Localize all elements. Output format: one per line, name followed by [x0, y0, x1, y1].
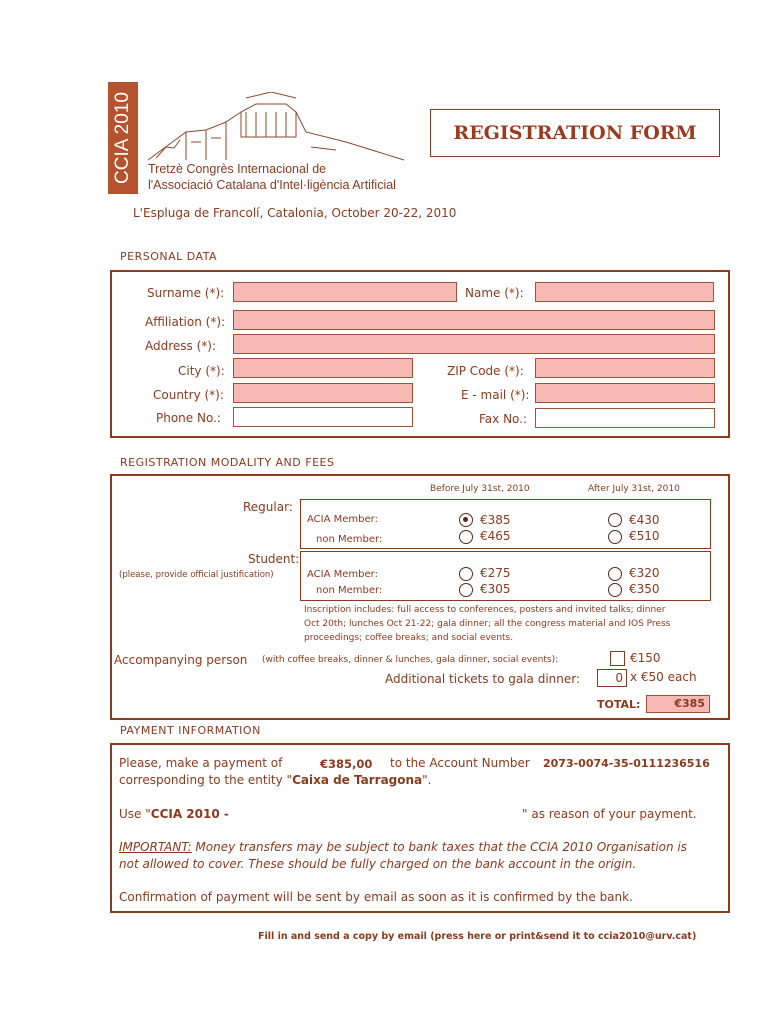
country-field[interactable]	[233, 383, 413, 403]
name-label: Name (*):	[465, 286, 524, 300]
student-acia-after-price: €320	[629, 566, 660, 580]
before-header: Before July 31st, 2010	[430, 484, 530, 494]
after-header: After July 31st, 2010	[588, 484, 680, 494]
address-field[interactable]	[233, 334, 715, 354]
student-non-after-radio[interactable]	[608, 583, 622, 597]
personal-section-title: PERSONAL DATA	[120, 250, 218, 263]
payment-line1-prefix: Please, make a payment of	[119, 756, 283, 770]
total-label: TOTAL:	[597, 698, 641, 711]
city-field[interactable]	[233, 358, 413, 378]
regular-non-before-radio[interactable]	[459, 530, 473, 544]
logo	[108, 82, 138, 194]
send-email-link[interactable]: Fill in and send a copy by email (press here or print&send it to ccia2010@urv.cat)	[258, 931, 697, 942]
payment-amount: €385,00	[320, 757, 373, 771]
student-non-before-radio[interactable]	[459, 583, 473, 597]
congress-line2: l'Associació Catalana d'Intel·ligència Artificial	[148, 178, 396, 192]
payment-section-title: PAYMENT INFORMATION	[120, 724, 261, 737]
additional-count-field[interactable]	[597, 669, 627, 687]
zip-field[interactable]	[535, 358, 715, 378]
registration-section-title: REGISTRATION MODALITY AND FEES	[120, 456, 335, 469]
regular-non-before-price: €465	[480, 529, 511, 543]
affiliation-label: Affiliation (*):	[145, 315, 226, 329]
important-label: IMPORTANT:	[119, 840, 192, 854]
use-prefix	[119, 807, 229, 821]
regular-non-label: non Member:	[316, 534, 383, 545]
total-value: €385	[674, 697, 705, 710]
surname-label: Surname (*):	[147, 286, 225, 300]
logo-text: CCIA 2010	[112, 92, 133, 184]
regular-non-after-radio[interactable]	[608, 530, 622, 544]
entity-name: Caixa de Tarragona	[292, 773, 423, 787]
regular-acia-after-radio[interactable]	[608, 513, 622, 527]
city-label: City (*):	[178, 364, 225, 378]
important-line2: not allowed to cover. These should be fully charged on the bank account in the origin.	[119, 857, 637, 871]
email-label: E - mail (*):	[461, 388, 530, 402]
student-label: Student:	[248, 552, 300, 566]
important-text1: Money transfers may be subject to bank taxes that the CCIA 2010 Organisation is	[191, 840, 688, 854]
accompanying-checkbox[interactable]	[610, 651, 625, 666]
payment-line1-mid: to the Account Number	[390, 756, 530, 770]
regular-acia-after-price: €430	[629, 513, 660, 527]
email-field[interactable]	[535, 383, 715, 403]
payment-line2	[119, 773, 432, 787]
fax-label: Fax No.:	[479, 412, 528, 426]
payment-line2-suffix: ".	[422, 773, 432, 787]
fax-field[interactable]	[535, 408, 715, 428]
affiliation-field[interactable]	[233, 310, 715, 330]
additional-price: x €50 each	[630, 670, 697, 684]
student-non-label: non Member:	[316, 585, 383, 596]
name-field[interactable]	[535, 282, 714, 302]
student-acia-after-radio[interactable]	[608, 567, 622, 581]
student-non-after-price: €350	[629, 582, 660, 596]
student-acia-before-price: €275	[480, 566, 511, 580]
student-note: (please, provide official justification)	[119, 570, 274, 580]
inscription-line1: Inscription includes: full access to conferences, posters and invited talks; dinner	[304, 605, 666, 615]
title-box	[430, 109, 720, 157]
additional-label: Additional tickets to gala dinner:	[385, 672, 581, 686]
accompanying-label: Accompanying person	[114, 653, 248, 667]
use-code: CCIA 2010 -	[150, 807, 229, 821]
accompanying-price: €150	[630, 651, 661, 665]
inscription-line2: Oct 20th; lunches Oct 21-22; gala dinner; all the congress material and IOS Press	[304, 619, 671, 629]
building-illustration	[146, 92, 406, 162]
additional-count: 0	[615, 671, 623, 685]
student-acia-label: ACIA Member:	[307, 569, 378, 580]
surname-field[interactable]	[233, 282, 457, 302]
regular-acia-before-radio[interactable]	[459, 513, 473, 527]
regular-non-after-price: €510	[629, 529, 660, 543]
address-label: Address (*):	[145, 339, 217, 353]
regular-acia-before-price: €385	[480, 513, 511, 527]
total-field	[646, 695, 710, 713]
use-suffix: " as reason of your payment.	[522, 807, 697, 821]
phone-label: Phone No.:	[156, 411, 221, 425]
phone-field[interactable]	[233, 407, 413, 427]
student-acia-before-radio[interactable]	[459, 567, 473, 581]
accompanying-note: (with coffee breaks, dinner & lunches, gala dinner, social events):	[262, 655, 559, 665]
country-label: Country (*):	[153, 388, 224, 402]
inscription-line3: proceedings; coffee breaks; and social events.	[304, 633, 514, 643]
congress-line1: Tretzè Congrès Internacional de	[148, 162, 327, 176]
student-non-before-price: €305	[480, 582, 511, 596]
page-title: REGISTRATION FORM	[453, 122, 697, 144]
zip-label: ZIP Code (*):	[447, 364, 524, 378]
confirmation-text: Confirmation of payment will be sent by email as soon as it is confirmed by the bank.	[119, 890, 633, 904]
regular-acia-label: ACIA Member:	[307, 514, 378, 525]
location-date: L'Espluga de Francolí, Catalonia, October 20-22, 2010	[133, 206, 457, 220]
account-number: 2073-0074-35-0111236516	[543, 757, 710, 770]
payment-line2-prefix: corresponding to the entity "	[119, 773, 293, 787]
important-line1	[119, 840, 687, 854]
use-prefix-text: Use "	[119, 807, 151, 821]
regular-label: Regular:	[243, 500, 293, 514]
